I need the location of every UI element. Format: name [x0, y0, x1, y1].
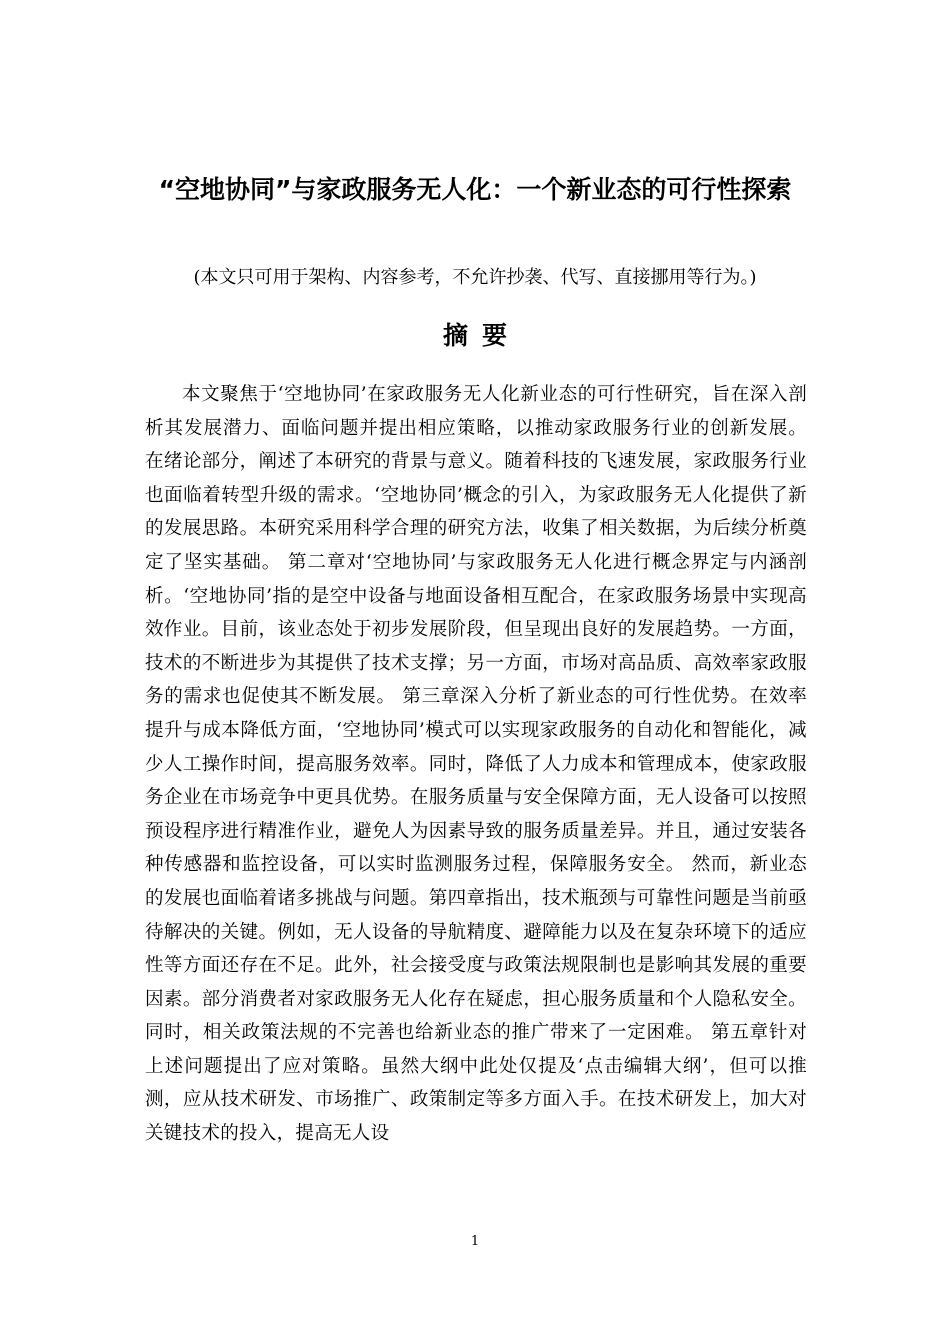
page-number: 1 [470, 1234, 480, 1249]
abstract-heading: 摘要 [442, 321, 521, 350]
disclaimer-note: (本文只可用于架构、内容参考，不允许抄袭、代写、直接挪用等行为。) [193, 267, 757, 288]
page-title: “空地协同”与家政服务无人化：一个新业态的可行性探索 [158, 175, 792, 204]
abstract-body: 本文聚焦于‘空地协同’在家政服务无人化新业态的可行性研究，旨在深入剖析其发展潜力、面临问题并提出相应策略，以推动家政服务行业的创新发展。 在绪论部分，阐述了本研究的背景与意义。随着科技的飞速发展，家政服务行业也面临着转型升级的需求。‘空地协同’概念的引入，为家政服务无人化提供了新的发展思路。本研究采用科学合理的研究方法，收集了相关数据，为后续分析奠定了坚实基础。 第二章对‘空地协同’与家政服务无人化进行概念界定与内涵剖析。‘空地协同’指的是空中设备与地面设备相互配合，在家政服务场景中实现高效作业。目前，该业态处于初步发展阶段，但呈现出良好的发展趋势。一方面，技术的不断进步为其提供了技术支撑；另一方面，市场对高品质、高效率家政服务的需求也促使其不断发展。 第三章深入分析了新业态的可行性优势。在效率提升与成本降低方面，‘空地协同’模式可以实现家政服务的自动化和智能化，减少人工操作时间，提高服务效率。同时，降低了人力成本和管理成本，使家政服务企业在市场竞争中更具优势。在服务质量与安全保障方面，无人设备可以按照预设程序进行精准作业，避免人为因素导致的服务质量差异。并且，通过安装各种传感器和监控设备，可以实时监测服务过程，保障服务安全。 然而，新业态的发展也面临着诸多挑战与问题。第四章指出，技术瓶颈与可靠性问题是当前亟待解决的关键。例如，无人设备的导航精度、避障能力以及在复杂环境下的适应性等方面还存在不足。此外，社会接受度与政策法规限制也是影响其发展的重要因素。部分消费者对家政服务无人化存在疑虑，担心服务质量和个人隐私安全。同时，相关政策法规的不完善也给新业态的推广带来了一定困难。 第五章针对上述问题提出了应对策略。虽然大纲中此处仅提及‘点击编辑大纲’，但可以推测，应从技术研发、市场推广、政策制定等多方面入手。在技术研发上，加大对关键技术的投入，提高无人设 [145, 384, 807, 1145]
